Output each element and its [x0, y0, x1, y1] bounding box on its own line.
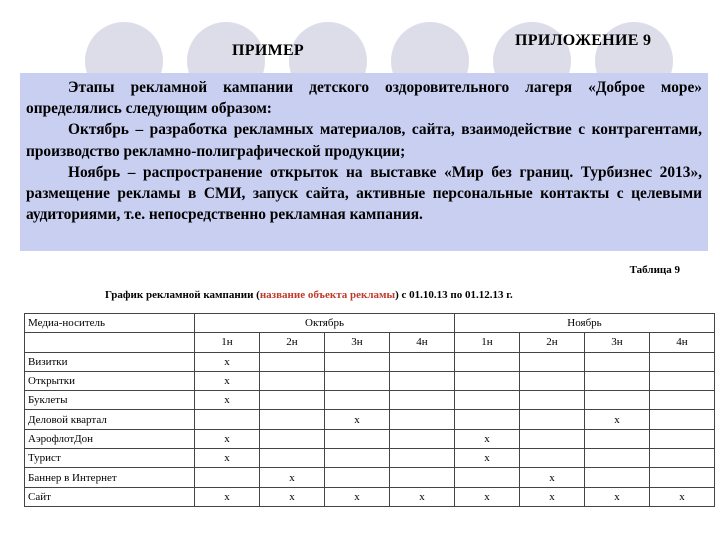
schedule-table — [24, 313, 715, 507]
paragraph-october: Октябрь – разработка рекламных материалов, сайта, взаимодействие с контрагентами, производство рекламно-полиграфической продукции; — [26, 121, 702, 160]
schedule-cell — [585, 449, 650, 468]
week-header: 4н — [650, 333, 715, 352]
schedule-cell — [520, 352, 585, 371]
schedule-cell — [585, 391, 650, 410]
schedule-cell — [390, 429, 455, 448]
table-row — [25, 352, 715, 371]
media-name: Визитки — [25, 352, 195, 371]
schedule-cell — [195, 410, 260, 429]
schedule-cell: х — [455, 449, 520, 468]
schedule-cell: х — [520, 487, 585, 506]
week-header: 4н — [390, 333, 455, 352]
schedule-cell — [585, 429, 650, 448]
caption-placeholder: название объекта рекламы — [259, 289, 396, 301]
schedule-cell — [585, 371, 650, 390]
caption-start: График рекламной кампании ( — [105, 289, 260, 301]
media-header: Медиа-носитель — [25, 314, 195, 333]
schedule-cell: х — [325, 410, 390, 429]
schedule-cell — [390, 352, 455, 371]
table-row — [25, 487, 715, 506]
schedule-cell: х — [195, 391, 260, 410]
table-row — [25, 449, 715, 468]
week-header: 1н — [455, 333, 520, 352]
schedule-cell — [260, 429, 325, 448]
table-caption — [105, 289, 513, 301]
week-header: 1н — [195, 333, 260, 352]
schedule-cell: х — [455, 487, 520, 506]
schedule-cell: х — [195, 352, 260, 371]
schedule-cell: х — [195, 449, 260, 468]
paragraph-intro: Этапы рекламной кампании детского оздоровительного лагеря «Доброе море» определялись следующим образом: — [26, 79, 702, 118]
schedule-cell — [325, 429, 390, 448]
schedule-cell — [390, 449, 455, 468]
schedule-cell — [520, 449, 585, 468]
schedule-cell — [455, 391, 520, 410]
schedule-cell: х — [455, 429, 520, 448]
week-header: 3н — [325, 333, 390, 352]
example-title: ПРИМЕР — [232, 42, 305, 59]
caption-end: ) с 01.10.13 по 01.12.13 г. — [395, 289, 513, 301]
schedule-cell — [260, 371, 325, 390]
schedule-cell: х — [650, 487, 715, 506]
week-header: 2н — [260, 333, 325, 352]
schedule-cell: х — [325, 487, 390, 506]
media-name: Баннер в Интернет — [25, 468, 195, 487]
schedule-cell — [650, 410, 715, 429]
schedule-cell — [455, 371, 520, 390]
schedule-cell — [520, 371, 585, 390]
appendix-title: ПРИЛОЖЕНИЕ 9 — [515, 32, 652, 49]
table-row — [25, 371, 715, 390]
schedule-cell — [650, 449, 715, 468]
table-row — [25, 429, 715, 448]
schedule-cell: х — [260, 487, 325, 506]
schedule-cell — [455, 352, 520, 371]
schedule-cell — [650, 468, 715, 487]
schedule-cell — [650, 371, 715, 390]
paragraph-november: Ноябрь – распространение открыток на выставке «Мир без границ. Турбизнес 2013», размещение рекламы в СМИ, запуск сайта, активные персональные контакты с целевыми аудиториями, т.е. непосредственно рекламная кампания. — [26, 163, 702, 224]
schedule-cell — [650, 391, 715, 410]
schedule-cell: х — [195, 429, 260, 448]
schedule-cell — [390, 391, 455, 410]
media-name: Сайт — [25, 487, 195, 506]
schedule-cell — [260, 391, 325, 410]
schedule-cell — [390, 468, 455, 487]
weeks-row — [25, 333, 715, 352]
schedule-cell: х — [585, 487, 650, 506]
media-name: Турист — [25, 449, 195, 468]
schedule-cell — [650, 429, 715, 448]
schedule-cell — [260, 410, 325, 429]
week-header: 2н — [520, 333, 585, 352]
schedule-cell — [390, 371, 455, 390]
schedule-cell: х — [260, 468, 325, 487]
schedule-cell: х — [390, 487, 455, 506]
schedule-cell — [325, 371, 390, 390]
schedule-cell — [520, 391, 585, 410]
schedule-cell — [455, 468, 520, 487]
schedule-cell — [325, 352, 390, 371]
schedule-cell — [585, 352, 650, 371]
schedule-cell — [455, 410, 520, 429]
schedule-cell — [650, 352, 715, 371]
schedule-cell — [260, 352, 325, 371]
table-row — [25, 410, 715, 429]
schedule-cell: х — [195, 487, 260, 506]
schedule-cell — [260, 449, 325, 468]
schedule-cell — [325, 449, 390, 468]
media-name: Открытки — [25, 371, 195, 390]
schedule-cell — [325, 391, 390, 410]
media-name: Буклеты — [25, 391, 195, 410]
table-number: Таблица 9 — [629, 264, 680, 276]
schedule-cell — [195, 468, 260, 487]
week-header: 3н — [585, 333, 650, 352]
schedule-cell — [585, 468, 650, 487]
table-row — [25, 468, 715, 487]
schedule-cell — [520, 410, 585, 429]
month-october: Октябрь — [195, 314, 455, 333]
month-november: Ноябрь — [455, 314, 715, 333]
schedule-cell: х — [520, 468, 585, 487]
schedule-cell — [325, 468, 390, 487]
campaign-text-box — [20, 73, 708, 251]
schedule-cell: х — [585, 410, 650, 429]
media-name: Деловой квартал — [25, 410, 195, 429]
schedule-cell: х — [195, 371, 260, 390]
media-name: АэрофлотДон — [25, 429, 195, 448]
schedule-cell — [520, 429, 585, 448]
table-row — [25, 391, 715, 410]
schedule-cell — [390, 410, 455, 429]
